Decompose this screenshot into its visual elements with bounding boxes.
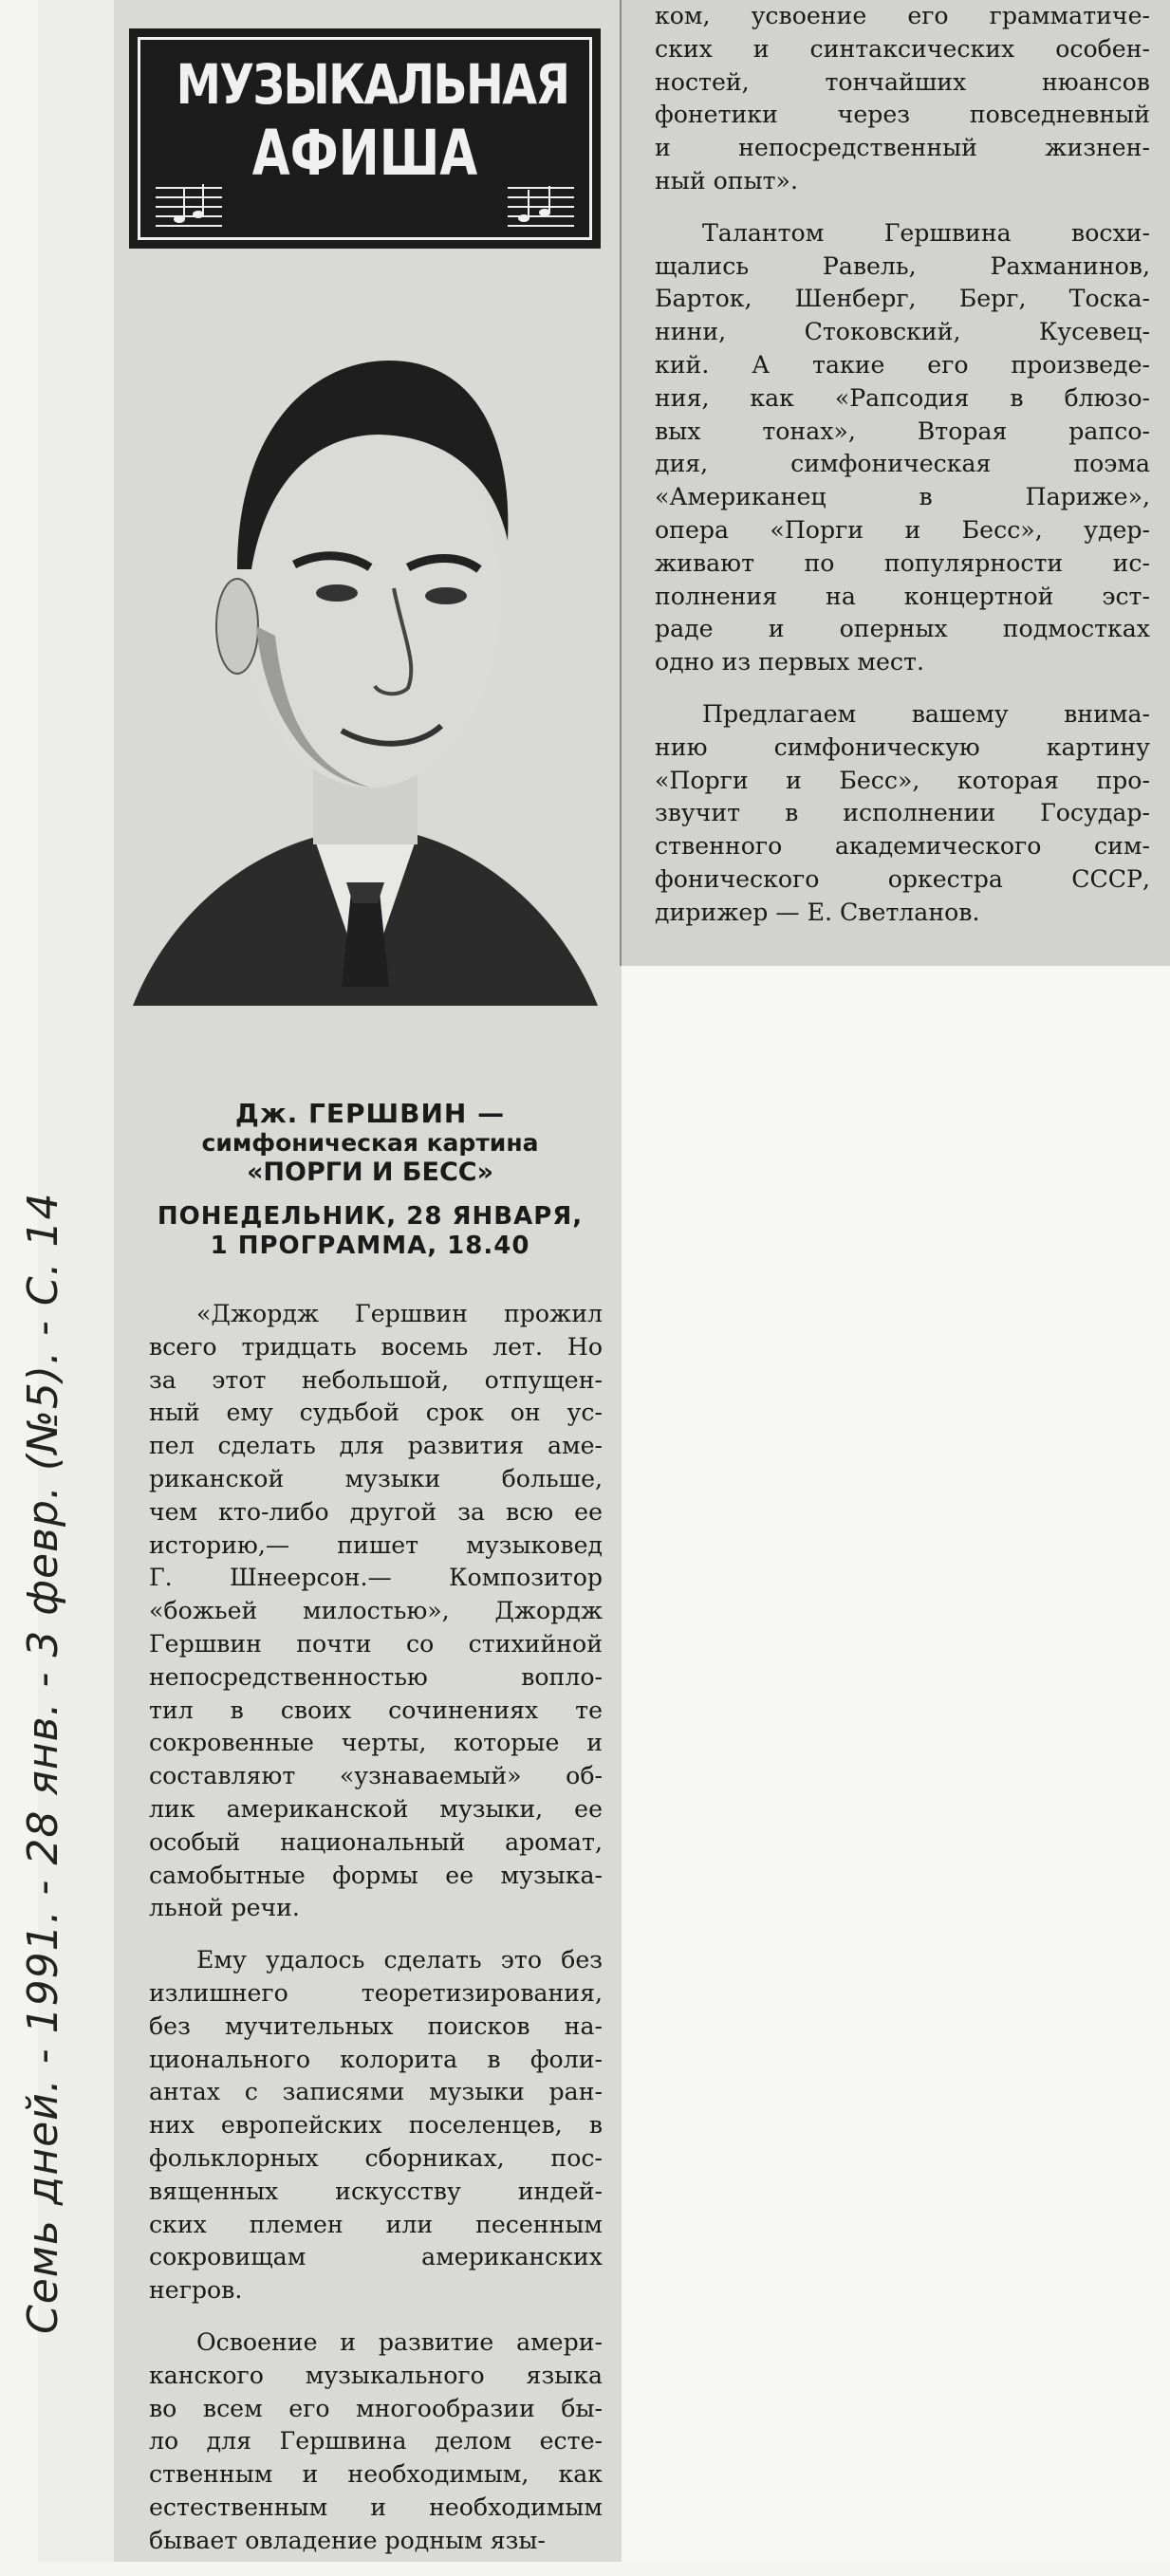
article-line: пел сделать для развития аме- xyxy=(149,1432,603,1460)
article-line: кий. А такие его произведе- xyxy=(655,350,1150,379)
article-line: без мучительных поисков на- xyxy=(149,2011,603,2040)
article-line: сокровищам американских xyxy=(149,2243,603,2271)
article-line: льной речи. xyxy=(149,1894,300,1922)
article-line: составляют «узнаваемый» об- xyxy=(149,1762,603,1790)
article-line: дия, симфоническая поэма xyxy=(655,450,1150,478)
article-line: фольклорных сборниках, пос- xyxy=(149,2143,603,2172)
work-title: «ПОРГИ И БЕСС» xyxy=(246,1158,494,1188)
article-line: вященных искусству индей- xyxy=(149,2177,603,2205)
handwritten-citation: Семь дней. - 1991. - 28 янв. - 3 февр. (№5). - С. 14 xyxy=(19,1192,67,2334)
gershwin-portrait xyxy=(133,323,598,1025)
article-line: вых тонах», Вторая рапсо- xyxy=(655,417,1150,445)
article-line: сокровенные черты, которые и xyxy=(149,1729,603,1757)
article-line: непосредственностью вопло- xyxy=(149,1662,603,1691)
article-line: Гершвин почти со стихийной xyxy=(149,1629,603,1658)
article-line: канского музыкального языка xyxy=(149,2361,603,2389)
article-line: ционального колорита в фоли- xyxy=(149,2045,603,2073)
article-line: во всем его многообразии бы- xyxy=(149,2394,603,2422)
article-line: полнения на концертной эст- xyxy=(655,582,1150,610)
article-line: ственным и необходимым, как xyxy=(149,2460,603,2489)
article-line: Освоение и развитие амери- xyxy=(196,2327,603,2356)
article-line: лик американской музыки, ее xyxy=(149,1794,603,1823)
music-staff-icon xyxy=(508,176,574,233)
article-line: одно из первых мест. xyxy=(655,648,924,676)
article-line: фонетики через повседневный xyxy=(655,101,1150,129)
article-line: ских и синтаксических особен- xyxy=(655,34,1150,63)
article-line: негров. xyxy=(149,2276,243,2305)
article-right-column xyxy=(655,0,1150,949)
schedule-line1: ПОНЕДЕЛЬНИК, 28 ЯНВАРЯ, xyxy=(157,1201,584,1231)
article-line: Талантом Гершвина восхи- xyxy=(702,218,1150,247)
article-line: нини, Стоковский, Кусевец- xyxy=(655,318,1150,346)
article-line: Ему удалось сделать это без xyxy=(196,1946,603,1974)
article-line: них европейских поселенцев, в xyxy=(149,2111,603,2140)
article-line: раде и оперных подмостках xyxy=(655,615,1150,643)
work-genre: симфоническая картина xyxy=(201,1129,539,1158)
music-staff-icon xyxy=(156,176,222,233)
article-line: фонического оркестра СССР, xyxy=(655,864,1150,893)
article-line: Барток, Шенберг, Берг, Тоска- xyxy=(655,285,1150,313)
backing-paper xyxy=(622,966,1170,2562)
schedule-line2: 1 ПРОГРАММА, 18.40 xyxy=(210,1231,530,1260)
article-line: чем кто-либо другой за всю ее xyxy=(149,1497,603,1526)
article-line: нию симфоническую картину xyxy=(655,732,1150,761)
article-paragraph xyxy=(149,2326,603,2558)
article-line: бывает овладение родным язы- xyxy=(149,2526,546,2554)
article-line: ный ему судьбой срок он ус- xyxy=(149,1399,603,1427)
article-line: тил в своих сочинениях те xyxy=(149,1696,603,1724)
article-left-column xyxy=(149,1298,603,2576)
article-paragraph xyxy=(655,698,1150,930)
article-line: ло для Гершвина делом есте- xyxy=(149,2427,603,2456)
article-line: «Джордж Гершвин прожил xyxy=(196,1300,603,1327)
article-line: «божьей милостью», Джордж xyxy=(149,1597,603,1625)
article-line: риканской музыки больше, xyxy=(149,1464,603,1492)
article-paragraph xyxy=(149,1298,603,1925)
article-line: дирижер — Е. Светланов. xyxy=(655,898,980,926)
article-line: Предлагаем вашему внима- xyxy=(702,699,1150,728)
article-line: опера «Порги и Бесс», удер- xyxy=(655,515,1150,544)
masthead-banner xyxy=(129,28,601,249)
article-line: историю,— пишет музыковед xyxy=(149,1530,603,1559)
article-line: «Порги и Бесс», которая про- xyxy=(655,766,1150,794)
article-line: Г. Шнеерсон.— Композитор xyxy=(149,1564,603,1592)
article-paragraph xyxy=(655,217,1150,679)
broadcast-caption xyxy=(123,1099,617,1261)
article-line: ских племен или песенным xyxy=(149,2210,603,2238)
article-line: щались Равель, Рахманинов, xyxy=(655,251,1150,280)
article-line: антах с записями музыки ран- xyxy=(149,2078,603,2106)
article-line: ный опыт». xyxy=(655,166,798,195)
article-line: особый национальный аромат, xyxy=(149,1827,603,1856)
article-line: «Американец в Париже», xyxy=(655,483,1150,511)
article-line: ственного академического сим- xyxy=(655,832,1150,861)
article-line: и непосредственный жизнен- xyxy=(655,134,1150,162)
article-line: всего тридцать восемь лет. Но xyxy=(149,1332,603,1361)
article-paragraph xyxy=(149,1944,603,2307)
article-line: за этот небольшой, отпущен- xyxy=(149,1365,603,1394)
article-line: ком, усвоение его грамматиче- xyxy=(655,2,1150,29)
article-line: живают по популярности ис- xyxy=(655,548,1150,577)
column-divider xyxy=(620,0,622,966)
article-line: ностей, тончайших нюансов xyxy=(655,67,1150,96)
article-line: звучит в исполнении Государ- xyxy=(655,799,1150,827)
article-paragraph xyxy=(655,0,1150,198)
article-line: естественным и необходимым xyxy=(149,2493,603,2521)
article-line: ния, как «Рапсодия в блюзо- xyxy=(655,383,1150,412)
masthead-line2: АФИША xyxy=(251,116,478,190)
article-line: самобытные формы ее музыка- xyxy=(149,1861,603,1889)
composer-name: Дж. ГЕРШВИН — xyxy=(234,1098,506,1129)
article-line: излишнего теоретизирования, xyxy=(149,1978,603,2007)
masthead-line1: МУЗЫКАЛЬНАЯ xyxy=(176,52,569,117)
